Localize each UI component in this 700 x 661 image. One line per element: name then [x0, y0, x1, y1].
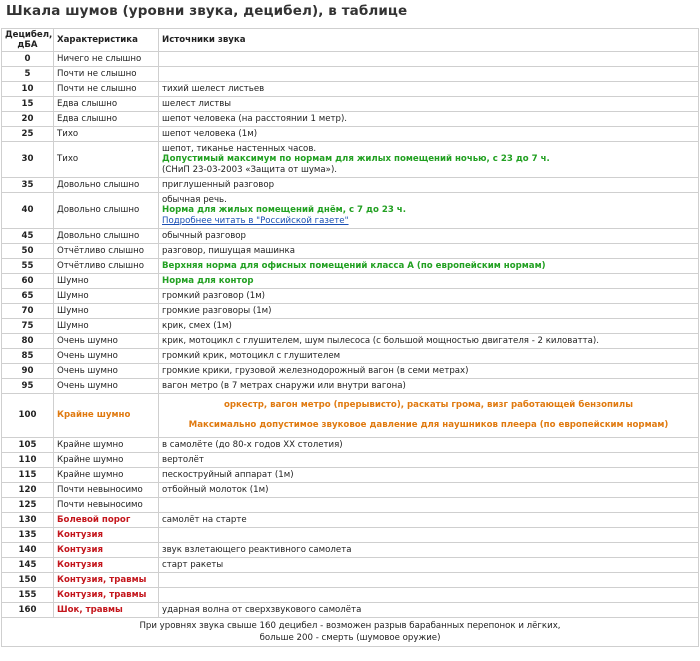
source-line: (СНиП 23-03-2003 «Защита от шума»).	[162, 164, 338, 175]
characteristic: Контузия, травмы	[54, 573, 159, 588]
characteristic: Отчётливо слышно	[54, 244, 159, 259]
db-value: 80	[2, 334, 54, 349]
table-row	[2, 498, 699, 513]
characteristic: Очень шумно	[54, 364, 159, 379]
table-row	[2, 304, 699, 319]
table-header-row	[2, 29, 699, 52]
table-row	[2, 394, 699, 438]
table-row	[2, 97, 699, 112]
source	[159, 573, 699, 588]
db-value: 60	[2, 274, 54, 289]
source: приглушенный разговор	[159, 178, 699, 193]
characteristic: Очень шумно	[54, 379, 159, 394]
table-row	[2, 349, 699, 364]
table-row	[2, 364, 699, 379]
characteristic: Крайне шумно	[54, 438, 159, 453]
db-value: 50	[2, 244, 54, 259]
table-row	[2, 289, 699, 304]
db-value: 30	[2, 142, 54, 178]
table-row	[2, 558, 699, 573]
db-value: 95	[2, 379, 54, 394]
source: громкие крики, грузовой железнодорожный вагон (в семи метрах)	[159, 364, 699, 379]
table-row	[2, 259, 699, 274]
source	[159, 52, 699, 67]
table-row	[2, 244, 699, 259]
source: в самолёте (до 80-х годов XX столетия)	[159, 438, 699, 453]
characteristic: Контузия	[54, 558, 159, 573]
characteristic: Шумно	[54, 289, 159, 304]
source: старт ракеты	[159, 558, 699, 573]
characteristic: Почти невыносимо	[54, 483, 159, 498]
source	[159, 498, 699, 513]
source: крик, смех (1м)	[159, 319, 699, 334]
db-value: 135	[2, 528, 54, 543]
db-value: 130	[2, 513, 54, 528]
table-row	[2, 127, 699, 142]
table-row	[2, 379, 699, 394]
header-characteristic: Характеристика	[54, 29, 159, 52]
source: крик, мотоцикл с глушителем, шум пылесоса (с большой мощностью двигателя - 2 киловатта).	[159, 334, 699, 349]
table-row	[2, 603, 699, 618]
source	[159, 588, 699, 603]
table-row	[2, 112, 699, 127]
header-sources: Источники звука	[159, 29, 699, 52]
db-value: 20	[2, 112, 54, 127]
table-row	[2, 528, 699, 543]
table-footer-row	[2, 618, 699, 647]
footer-line: При уровнях звука свыше 160 децибел - возможен разрыв барабанных перепонок и лёгких,	[139, 621, 561, 631]
characteristic: Почти не слышно	[54, 67, 159, 82]
db-value: 70	[2, 304, 54, 319]
day-norm-note: Норма для жилых помещений днём, с 7 до 23 ч.	[162, 205, 406, 216]
source: отбойный молоток (1м)	[159, 483, 699, 498]
characteristic: Крайне шумно	[54, 468, 159, 483]
db-value: 75	[2, 319, 54, 334]
source: обычный разговор	[159, 229, 699, 244]
db-value: 155	[2, 588, 54, 603]
source	[159, 193, 699, 229]
table-row	[2, 543, 699, 558]
footer-note	[2, 618, 699, 647]
characteristic: Почти невыносимо	[54, 498, 159, 513]
table-row	[2, 193, 699, 229]
characteristic: Крайне шумно	[54, 394, 159, 438]
characteristic: Довольно слышно	[54, 178, 159, 193]
db-value: 115	[2, 468, 54, 483]
db-value: 65	[2, 289, 54, 304]
db-value: 35	[2, 178, 54, 193]
characteristic: Шумно	[54, 274, 159, 289]
characteristic: Отчётливо слышно	[54, 259, 159, 274]
db-value: 125	[2, 498, 54, 513]
characteristic: Ничего не слышно	[54, 52, 159, 67]
characteristic: Едва слышно	[54, 112, 159, 127]
rg-article-link[interactable]: Подробнее читать в "Российской газете"	[162, 215, 349, 226]
noise-table	[1, 28, 699, 647]
table-row	[2, 588, 699, 603]
table-row	[2, 142, 699, 178]
source: шепот человека (на расстоянии 1 метр).	[159, 112, 699, 127]
characteristic: Почти не слышно	[54, 82, 159, 97]
table-row	[2, 229, 699, 244]
db-value: 10	[2, 82, 54, 97]
characteristic: Довольно слышно	[54, 229, 159, 244]
characteristic: Тихо	[54, 127, 159, 142]
source	[159, 67, 699, 82]
source: вертолёт	[159, 453, 699, 468]
header-db: Децибел, дБА	[2, 29, 54, 52]
db-value: 105	[2, 438, 54, 453]
source: тихий шелест листьев	[159, 82, 699, 97]
source-line: шепот, тиканье настенных часов.	[162, 143, 317, 154]
characteristic: Шок, травмы	[54, 603, 159, 618]
footer-line: больше 200 - смерть (шумовое оружие)	[259, 633, 441, 643]
db-value: 85	[2, 349, 54, 364]
table-row	[2, 82, 699, 97]
characteristic: Очень шумно	[54, 334, 159, 349]
db-value: 90	[2, 364, 54, 379]
db-value: 150	[2, 573, 54, 588]
source: громкий разговор (1м)	[159, 289, 699, 304]
source: громкий крик, мотоцикл с глушителем	[159, 349, 699, 364]
table-row	[2, 178, 699, 193]
table-row	[2, 513, 699, 528]
headphones-norm-note: Максимально допустимое звуковое давление для наушников плеера (по европейским нормам)	[188, 420, 669, 430]
characteristic: Контузия, травмы	[54, 588, 159, 603]
db-value: 15	[2, 97, 54, 112]
characteristic: Болевой порог	[54, 513, 159, 528]
characteristic: Довольно слышно	[54, 193, 159, 229]
db-value: 100	[2, 394, 54, 438]
table-row	[2, 319, 699, 334]
table-row	[2, 274, 699, 289]
source: Норма для контор	[159, 274, 699, 289]
db-value: 110	[2, 453, 54, 468]
db-value: 0	[2, 52, 54, 67]
characteristic: Шумно	[54, 319, 159, 334]
table-row	[2, 438, 699, 453]
table-row	[2, 67, 699, 82]
table-row	[2, 483, 699, 498]
table-row	[2, 573, 699, 588]
db-value: 140	[2, 543, 54, 558]
characteristic: Шумно	[54, 304, 159, 319]
characteristic: Контузия	[54, 528, 159, 543]
db-value: 55	[2, 259, 54, 274]
source: Верхняя норма для офисных помещений класса А (по европейским нормам)	[159, 259, 699, 274]
db-value: 45	[2, 229, 54, 244]
source: громкие разговоры (1м)	[159, 304, 699, 319]
db-value: 25	[2, 127, 54, 142]
characteristic: Тихо	[54, 142, 159, 178]
db-value: 120	[2, 483, 54, 498]
source: шелест листвы	[159, 97, 699, 112]
table-row	[2, 52, 699, 67]
characteristic: Очень шумно	[54, 349, 159, 364]
source	[159, 142, 699, 178]
characteristic: Едва слышно	[54, 97, 159, 112]
db-value: 145	[2, 558, 54, 573]
source	[159, 528, 699, 543]
source: ударная волна от сверхзвукового самолёта	[159, 603, 699, 618]
page-title: Шкала шумов (уровни звука, децибел), в таблице	[6, 3, 408, 19]
db-value: 40	[2, 193, 54, 229]
source: звук взлетающего реактивного самолета	[159, 543, 699, 558]
source: шепот человека (1м)	[159, 127, 699, 142]
source	[159, 394, 699, 438]
source-line: оркестр, вагон метро (прерывисто), раскаты грома, визг работающей бензопилы	[223, 400, 634, 411]
night-norm-note: Допустимый максимум по нормам для жилых помещений ночью, с 23 до 7 ч.	[162, 154, 550, 165]
characteristic: Крайне шумно	[54, 453, 159, 468]
db-value: 5	[2, 67, 54, 82]
characteristic: Контузия	[54, 543, 159, 558]
source: разговор, пишущая машинка	[159, 244, 699, 259]
source: вагон метро (в 7 метрах снаружи или внутри вагона)	[159, 379, 699, 394]
db-value: 160	[2, 603, 54, 618]
source: пескоструйный аппарат (1м)	[159, 468, 699, 483]
table-row	[2, 453, 699, 468]
table-row	[2, 334, 699, 349]
source-line: обычная речь.	[162, 194, 227, 205]
table-row	[2, 468, 699, 483]
source: самолёт на старте	[159, 513, 699, 528]
